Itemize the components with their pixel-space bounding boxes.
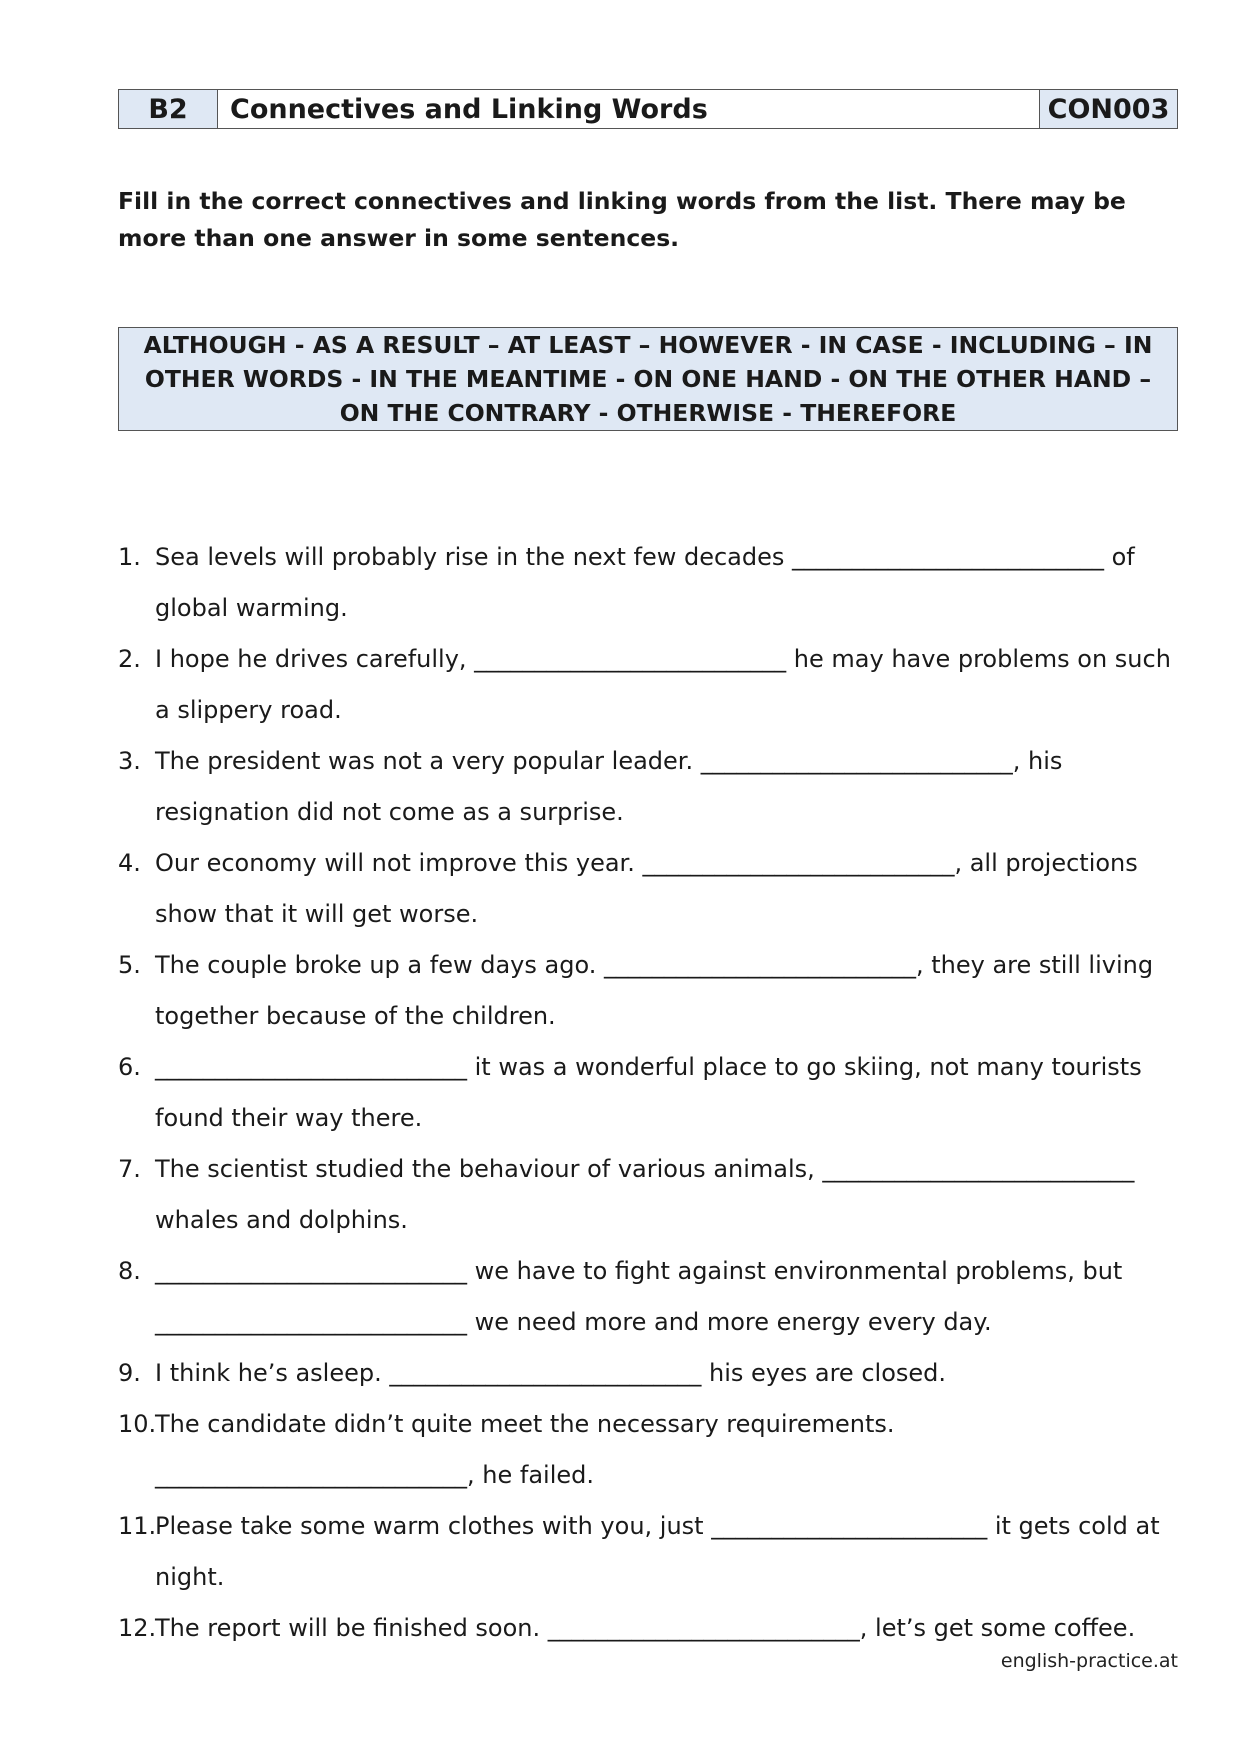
exercise-sentence: The scientist studied the behaviour of various animals, __________________________ whales and dolphins.	[155, 1155, 1143, 1234]
worksheet-title: Connectives and Linking Words	[218, 90, 1039, 128]
exercise-item	[118, 1246, 1188, 1348]
exercise-item	[118, 736, 1188, 838]
exercise-sentence: The president was not a very popular leader. __________________________, his resignation did not come as a surprise.	[155, 747, 1071, 826]
exercise-sentence: I think he’s asleep. __________________________ his eyes are closed.	[155, 1359, 947, 1387]
exercise-item	[118, 940, 1188, 1042]
exercise-number: 3.	[118, 747, 141, 775]
word-list: ALTHOUGH - AS A RESULT – AT LEAST – HOWEVER - IN CASE - INCLUDING – IN OTHER WORDS - IN THE MEANTIME - ON ONE HAND - ON THE OTHER HAND – ON THE CONTRARY - OTHERWISE - THEREFORE	[143, 331, 1153, 427]
exercise-item	[118, 1348, 1188, 1399]
exercise-number: 6.	[118, 1053, 141, 1081]
exercise-number: 1.	[118, 543, 141, 571]
exercise-item	[118, 634, 1188, 736]
exercise-number: 9.	[118, 1359, 141, 1387]
worksheet-code: CON003	[1039, 90, 1177, 128]
exercise-sentence: The candidate didn’t quite meet the necessary requirements. __________________________, he failed.	[155, 1410, 903, 1489]
exercise-number: 7.	[118, 1155, 141, 1183]
exercise-item	[118, 1501, 1188, 1603]
exercise-number: 2.	[118, 645, 141, 673]
exercise-number: 12.	[118, 1614, 157, 1642]
exercise-number: 8.	[118, 1257, 141, 1285]
exercise-sentence: I hope he drives carefully, __________________________ he may have problems on such a slippery road.	[155, 645, 1179, 724]
worksheet-header	[118, 89, 1178, 129]
level-badge: B2	[119, 90, 218, 128]
site-footer: english-practice.at	[1000, 1650, 1178, 1672]
exercise-item	[118, 1144, 1188, 1246]
exercise-number: 4.	[118, 849, 141, 877]
word-list-box	[118, 327, 1178, 431]
exercise-item	[118, 1399, 1188, 1501]
exercise-item	[118, 1603, 1188, 1654]
exercise-item	[118, 838, 1188, 940]
exercise-sentence: Our economy will not improve this year. __________________________, all projections show that it will get worse.	[155, 849, 1146, 928]
exercise-number: 11.	[118, 1512, 157, 1540]
exercise-sentence: The report will be finished soon. __________________________, let’s get some coffee.	[155, 1614, 1136, 1642]
exercise-number: 5.	[118, 951, 141, 979]
instructions: Fill in the correct connectives and linking words from the list. There may be more than one answer in some sentences.	[118, 187, 1126, 252]
exercise-sentence: __________________________ it was a wonderful place to go skiing, not many tourists found their way there.	[155, 1053, 1150, 1132]
exercise-sentence: Please take some warm clothes with you, just _______________________ it gets cold at night.	[155, 1512, 1168, 1591]
exercise-item	[118, 1042, 1188, 1144]
exercise-sentence: Sea levels will probably rise in the next few decades __________________________ of global warming.	[155, 543, 1143, 622]
exercise-list	[118, 532, 1188, 1654]
exercise-sentence: The couple broke up a few days ago. __________________________, they are still living together because of the children.	[155, 951, 1161, 1030]
exercise-sentence: __________________________ we have to fight against environmental problems, but __________________________ we need more and more energy every day.	[155, 1257, 1130, 1336]
exercise-number: 10.	[118, 1410, 157, 1438]
exercise-item	[118, 532, 1188, 634]
